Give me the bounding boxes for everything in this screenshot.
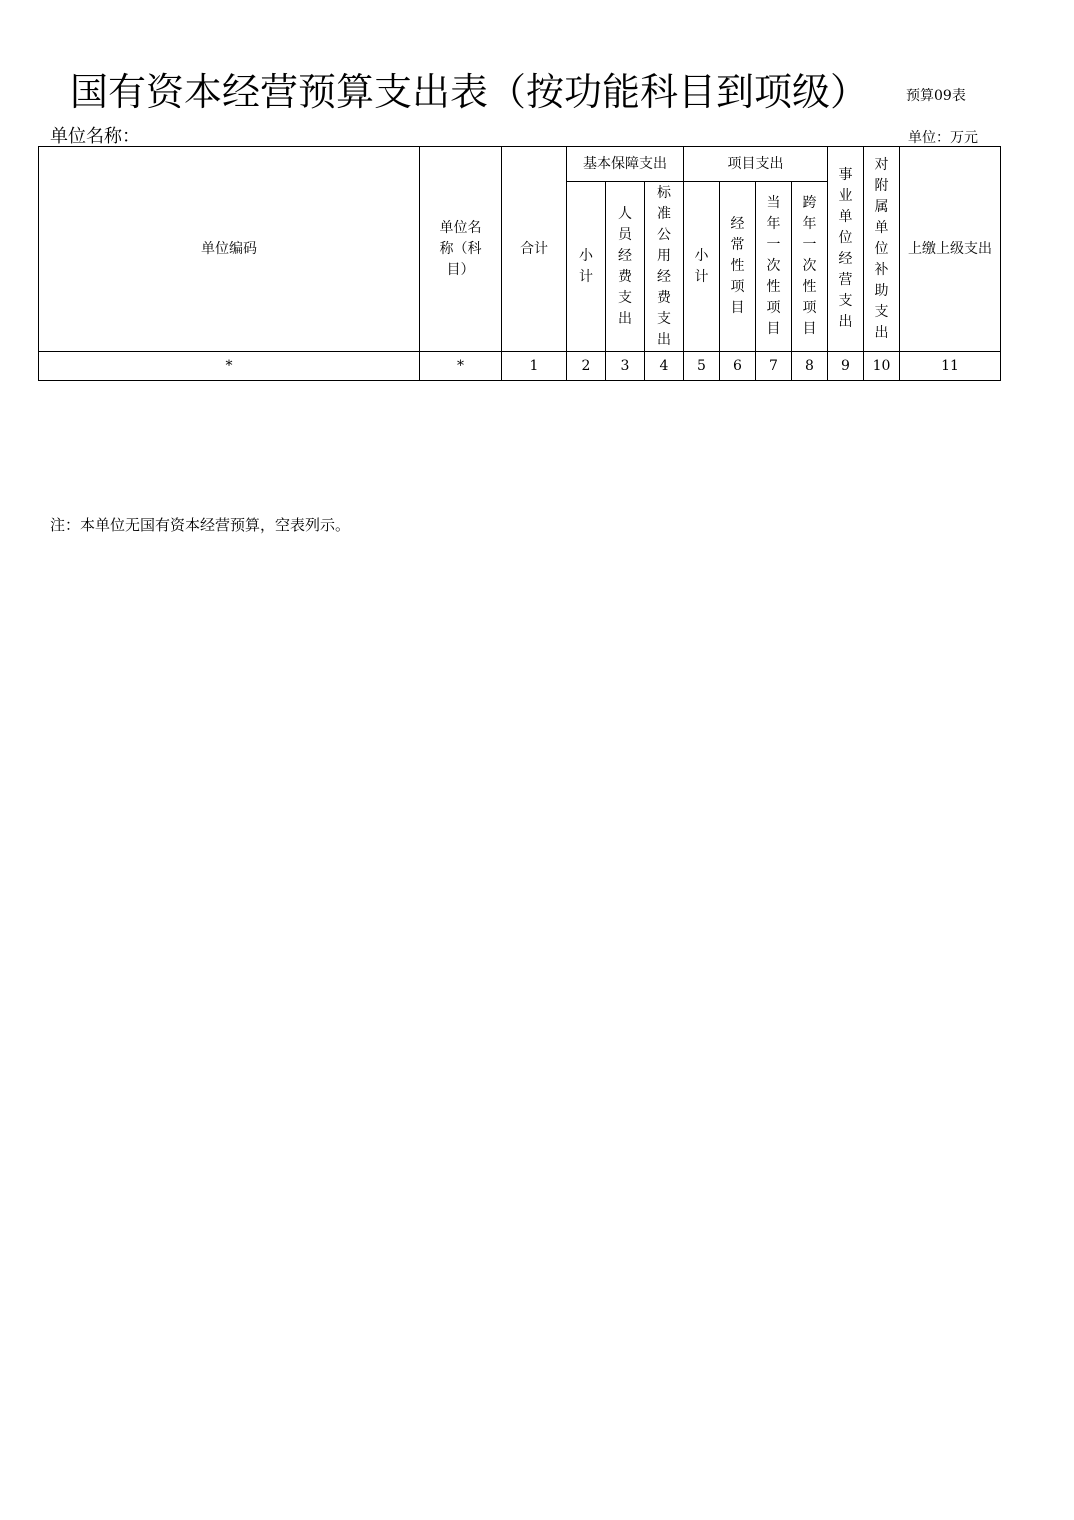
header-project-cross-year: 跨年一次性项目 xyxy=(792,182,828,352)
index-cell: 4 xyxy=(645,352,684,381)
unit-name-label: 单位名称： xyxy=(50,126,140,147)
header-basic-group: 基本保障支出 xyxy=(567,147,684,182)
index-cell: 1 xyxy=(502,352,567,381)
index-cell: 11 xyxy=(900,352,1001,381)
page-title: 国有资本经营预算支出表（按功能科目到项级） xyxy=(70,70,869,114)
index-cell: * xyxy=(39,352,420,381)
index-cell: 6 xyxy=(720,352,756,381)
header-basic-public: 标准公用经费支出 xyxy=(645,182,684,352)
index-cell: 8 xyxy=(792,352,828,381)
index-row xyxy=(39,352,1001,381)
footnote: 注：本单位无国有资本经营预算，空表列示。 xyxy=(50,516,351,534)
header-project-regular: 经常性项目 xyxy=(720,182,756,352)
header-basic-subtotal: 小计 xyxy=(567,182,606,352)
header-unit-name: 单位名称（科目） xyxy=(420,147,502,352)
index-cell: 9 xyxy=(828,352,864,381)
index-cell: 10 xyxy=(864,352,900,381)
form-number: 预算09表 xyxy=(906,88,966,104)
header-subsidy: 对附属单位补助支出 xyxy=(864,147,900,352)
header-business-ops: 事业单位经营支出 xyxy=(828,147,864,352)
header-total: 合计 xyxy=(502,147,567,352)
index-cell: 5 xyxy=(684,352,720,381)
header-basic-personnel: 人员经费支出 xyxy=(606,182,645,352)
header-project-group: 项目支出 xyxy=(684,147,828,182)
header-project-one-time: 当年一次性项目 xyxy=(756,182,792,352)
header-row-1 xyxy=(39,147,1001,182)
index-cell: 2 xyxy=(567,352,606,381)
index-cell: 7 xyxy=(756,352,792,381)
header-remit-upper: 上缴上级支出 xyxy=(900,147,1001,352)
header-project-subtotal: 小计 xyxy=(684,182,720,352)
currency-unit-label: 单位：万元 xyxy=(908,130,978,146)
budget-table xyxy=(38,146,1001,381)
index-cell: 3 xyxy=(606,352,645,381)
header-unit-code: 单位编码 xyxy=(39,147,420,352)
index-cell: * xyxy=(420,352,502,381)
